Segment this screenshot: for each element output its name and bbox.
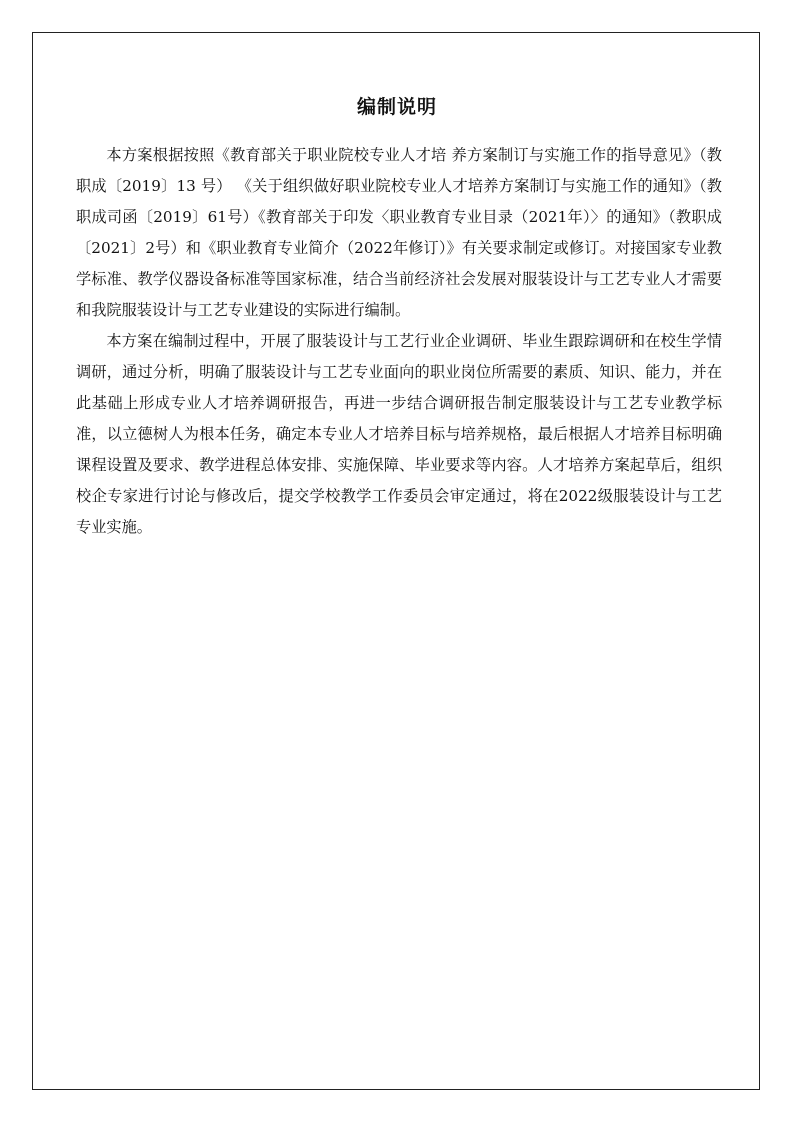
document-title: 编制说明 [356, 96, 437, 118]
paragraph-basis: 本方案根据按照《教育部关于职业院校专业人才培 养方案制订与实施工作的指导意见》（教职成〔2019〕13 号） 《关于组织做好职业院校专业人才培养方案制订与实施工作的通知》（教职成司函〔2019〕61号）《教育部关于印发〈职业教育专业目录（2021年）〉的通知》（教职成〔2021〕2号）和《职业教育专业简介（2022年修订）》有关要求制定或修订。对接国家专业教学标准、教学仪器设备标准等国家标准，结合当前经济社会发展对服装设计与工艺专业人才需要和我院服装设计与工艺专业建设的实际进行编制。 [76, 146, 722, 319]
paragraph-process: 本方案在编制过程中，开展了服装设计与工艺行业企业调研、毕业生跟踪调研和在校生学情调研，通过分析，明确了服装设计与工艺专业面向的职业岗位所需要的素质、知识、能力，并在此基础上形成专业人才培养调研报告，再进一步结合调研报告制定服装设计与工艺专业教学标准，以立德树人为根本任务，确定本专业人才培养目标与培养规格，最后根据人才培养目标明确课程设置及要求、教学进程总体安排、实施保障、毕业要求等内容。人才培养方案起草后，组织校企专家进行讨论与修改后，提交学校教学工作委员会审定通过，将在2022级服装设计与工艺专业实施。 [76, 332, 722, 536]
document-body [76, 140, 722, 543]
